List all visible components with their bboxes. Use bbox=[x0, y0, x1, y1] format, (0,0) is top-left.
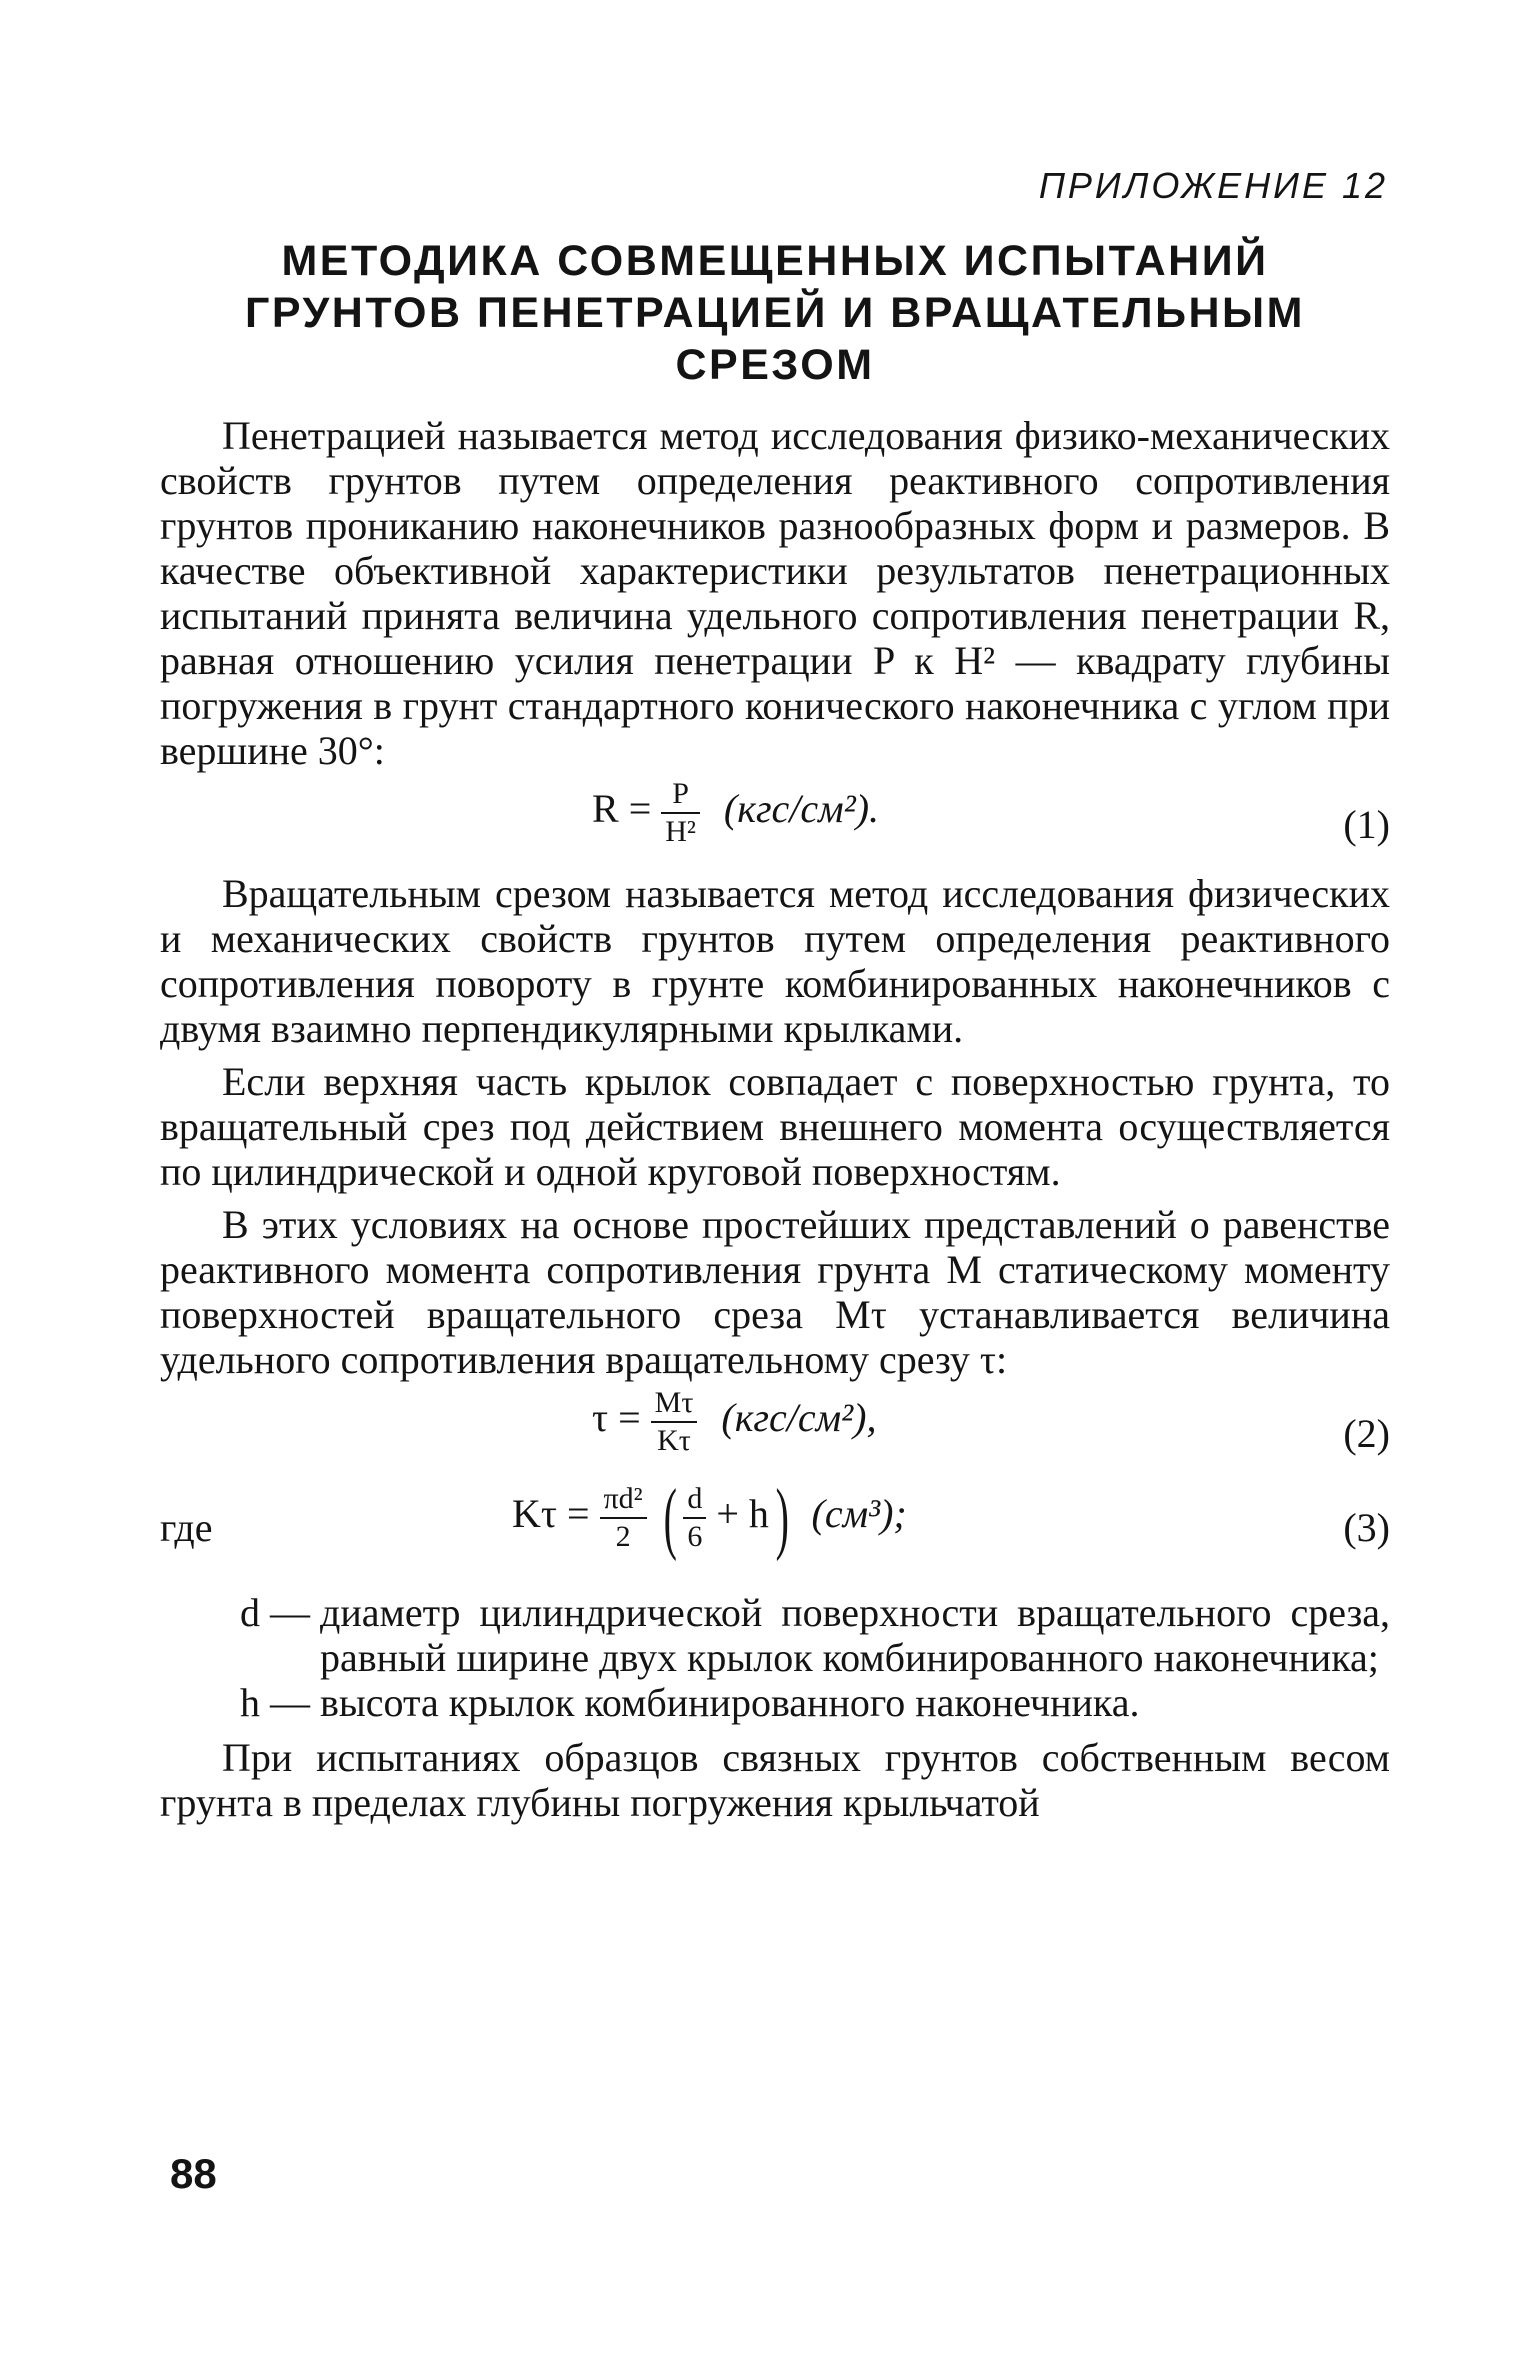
formula-1-denominator: H² bbox=[665, 815, 696, 848]
definition-h bbox=[240, 1680, 1390, 1725]
formula-1 bbox=[160, 773, 1390, 863]
formula-2-fraction bbox=[651, 1388, 698, 1456]
paragraph-conditions: В этих условиях на основе простейших представлений о равенстве реактивного момента сопротивления грунта M статическому моменту поверхностей вращательного среза Mτ устанавливается величина удельного сопротивления вращательному срезу τ: bbox=[160, 1202, 1390, 1382]
paragraph-penetration: Пенетрацией называется метод исследования физико-механических свойств грунтов путем определения реактивного сопротивления грунтов прониканию наконечников разнообразных форм и размеров. В качестве объективной характеристики результатов пенетрационных испытаний принята величина удельного сопротивления пенетрации R, равная отношению усилия пенетрации P к H² — квадрату глубины погружения в грунт стандартного конического наконечника с углом при вершине 30°: bbox=[160, 413, 1390, 773]
formula-3 bbox=[160, 1472, 1390, 1572]
definition-h-text: высота крылок комбинированного наконечника. bbox=[320, 1680, 1140, 1725]
formula-3-plus-h: + h bbox=[716, 1491, 769, 1537]
page-title bbox=[160, 235, 1390, 391]
title-line-3: СРЕЗОМ bbox=[675, 341, 875, 389]
paragraph-testing: При испытаниях образцов связных грунтов собственным весом грунта в пределах глубины погружения крыльчатой bbox=[160, 1735, 1390, 1825]
definitions-list bbox=[240, 1590, 1390, 1725]
formula-3-denominator: 2 bbox=[615, 1520, 631, 1553]
document-page bbox=[160, 150, 1390, 1825]
formula-1-eq: = bbox=[628, 786, 652, 832]
definition-d-term: d — bbox=[240, 1590, 310, 1635]
paragraph-surface: Если верхняя часть крылок совпадает с поверхностью грунта, то вращательный срез под действием внешнего момента осуществляется по цилиндрической и одной круговой поверхностям. bbox=[160, 1059, 1390, 1194]
formula-2 bbox=[160, 1382, 1390, 1472]
formula-3-inner-numerator: d bbox=[683, 1484, 706, 1519]
right-paren-icon: ) bbox=[775, 1474, 789, 1562]
formula-2-eq: = bbox=[618, 1395, 641, 1441]
definition-d bbox=[240, 1590, 1390, 1680]
formula-2-number: (2) bbox=[1343, 1411, 1390, 1456]
paragraph-rotational-shear: Вращательным срезом называется метод исследования физических и механических свойств грунтов путем определения реактивного сопротивления повороту в грунте комбинированных наконечников с двумя взаимно перпендикулярными крылками. bbox=[160, 871, 1390, 1051]
page-number: 88 bbox=[170, 2150, 217, 2197]
formula-2-lhs: τ bbox=[592, 1395, 609, 1441]
formula-3-where: где bbox=[160, 1505, 213, 1550]
formula-1-fraction bbox=[661, 779, 700, 847]
formula-3-lhs: Kτ bbox=[512, 1491, 557, 1537]
formula-1-number: (1) bbox=[1343, 802, 1390, 847]
formula-3-inner-denominator: 6 bbox=[687, 1520, 703, 1553]
formula-1-unit: (кгс/см²). bbox=[723, 786, 880, 832]
formula-3-numerator: πd² bbox=[600, 1484, 647, 1519]
formula-2-unit: (кгс/см²), bbox=[721, 1395, 877, 1441]
formula-2-numerator: Mτ bbox=[651, 1388, 698, 1423]
formula-1-lhs: R bbox=[592, 786, 619, 832]
title-line-1: МЕТОДИКА СОВМЕЩЕННЫХ ИСПЫТАНИЙ bbox=[281, 237, 1269, 285]
formula-3-fraction bbox=[600, 1484, 647, 1552]
formula-3-eq: = bbox=[566, 1491, 590, 1537]
title-line-2: ГРУНТОВ ПЕНЕТРАЦИЕЙ И ВРАЩАТЕЛЬНЫМ bbox=[245, 289, 1305, 337]
left-paren-icon: ( bbox=[663, 1474, 677, 1562]
formula-1-numerator: P bbox=[661, 779, 700, 814]
formula-3-inner-fraction bbox=[683, 1484, 706, 1552]
definition-h-term: h — bbox=[240, 1680, 310, 1725]
formula-2-denominator: Kτ bbox=[657, 1424, 691, 1457]
definition-d-text: диаметр цилиндрической поверхности вращательного среза, равный ширине двух крылок комбинированного наконечника; bbox=[320, 1590, 1390, 1680]
formula-3-unit: (см³); bbox=[811, 1491, 907, 1537]
formula-3-number: (3) bbox=[1343, 1505, 1390, 1550]
running-head: ПРИЛОЖЕНИЕ 12 bbox=[1038, 165, 1388, 206]
